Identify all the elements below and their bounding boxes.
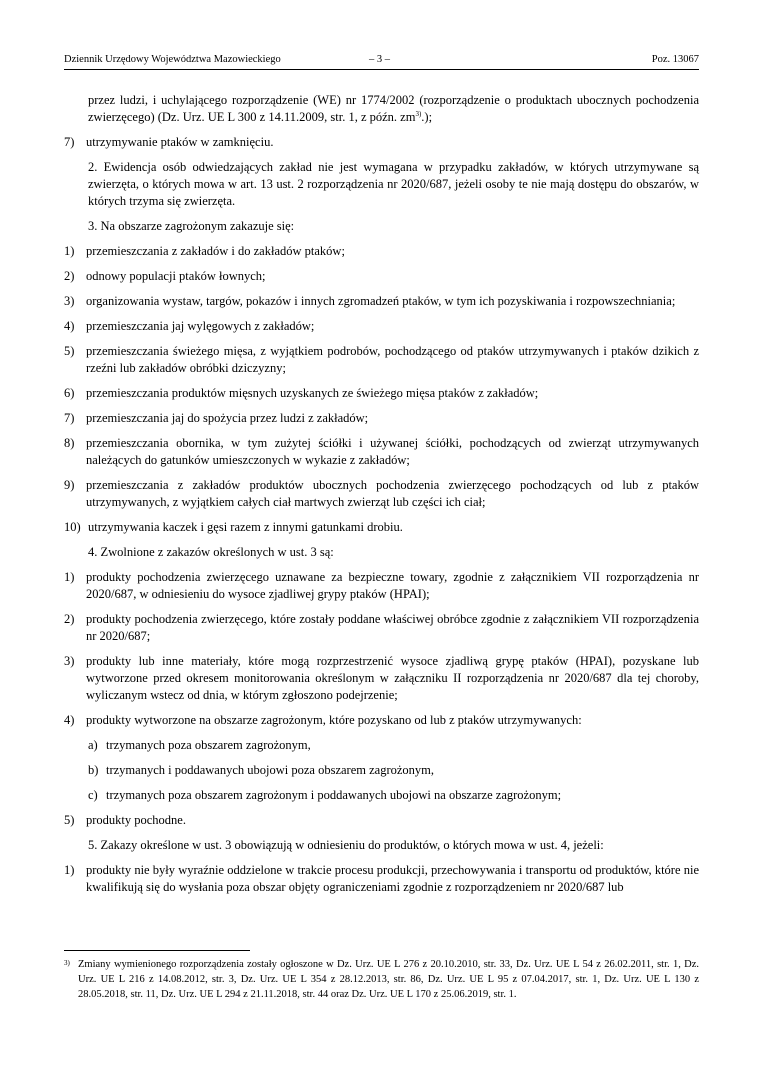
item-text: produkty wytworzone na obszarze zagrożonym, które pozyskano od lub z ptaków utrzymywanych: [86, 713, 582, 727]
document-body [64, 92, 699, 904]
item-text: organizowania wystaw, targów, pokazów i innych zgromadzeń ptaków, w tym ich pozyskiwania i rozpowszechniania; [86, 294, 676, 308]
list-item [64, 435, 699, 469]
item-number: 3) [64, 654, 75, 668]
section-4-list [64, 569, 699, 829]
item-number: 1) [64, 244, 75, 258]
item-text: produkty pochodzenia zwierzęcego uznawane za bezpieczne towary, zgodnie z załącznikiem VII rozporządzenia nr 2020/687, w odniesieniu do wysoce zjadliwej grypy ptaków (HPAI); [86, 570, 699, 601]
list-item [64, 293, 699, 310]
item-number: 5) [64, 344, 75, 358]
item-number: 8) [64, 436, 75, 450]
list-item [64, 243, 699, 260]
list-item [64, 343, 699, 377]
footnote-text: Zmiany wymienionego rozporządzenia zostały ogłoszone w Dz. Urz. UE L 276 z 20.10.2010, str. 33, Dz. Urz. UE L 54 z 26.02.2011, str. 1, Dz. Urz. UE L 216 z 14.08.2012, str. 3, Dz. Urz. UE L 354 z 28.12.2013, str. 86, Dz. Urz. UE L 95 z 07.04.2017, str. 1, Dz. Urz. UE L 130 z 28.05.2018, str. 11, Dz. Urz. UE L 294 z 21.11.2018, str. 44 oraz Dz. Urz. UE L 170 z 25.06.2019, str. 1. [78, 959, 699, 1000]
item-number: 7) [64, 135, 75, 149]
sub-item-letter: b) [88, 763, 99, 777]
item-number: 1) [64, 863, 75, 877]
footnote-reference: 3) [415, 109, 422, 118]
list-item [64, 611, 699, 645]
section-4-heading: 4. Zwolnione z zakazów określonych w ust. 3 są: [88, 545, 334, 559]
list-item [64, 569, 699, 603]
header-divider [64, 69, 699, 70]
page-header [64, 52, 699, 68]
item-text: produkty lub inne materiały, które mogą rozprzestrzenić wysoce zjadliwą grypę ptaków (HPAI), pozyskane lub wytworzone przed okresem monitorowania określonym w załączniku II rozporządzenia nr 2020/687 dla tej choroby, wyliczanym wstecz od dnia, w którym zgłoszono podejrzenie; [86, 654, 699, 702]
item-number: 7) [64, 411, 75, 425]
item-number: 3) [64, 294, 75, 308]
list-item [64, 653, 699, 704]
item-number: 2) [64, 269, 75, 283]
sub-item-letter: c) [88, 788, 98, 802]
item-number: 10) [64, 520, 81, 534]
sub-item-text: trzymanych poza obszarem zagrożonym, [106, 738, 311, 752]
item-text: produkty pochodne. [86, 813, 186, 827]
item-number: 4) [64, 319, 75, 333]
section-3-list [64, 243, 699, 536]
item-text: przemieszczania obornika, w tym zużytej ściółki i używanej ściółki, pochodzących od zwierząt utrzymywanych należących do gatunków umieszczonych w wykazie z zakładów; [86, 436, 699, 467]
list-item [64, 268, 699, 285]
sub-item-letter: a) [88, 738, 98, 752]
footnote-number: 3) [64, 959, 70, 967]
footnote [64, 957, 699, 1002]
section-3-heading: 3. Na obszarze zagrożonym zakazuje się: [88, 219, 295, 233]
item-text: przemieszczania jaj do spożycia przez ludzi z zakładów; [86, 411, 369, 425]
intro-text: przez ludzi, i uchylającego rozporządzenie (WE) nr 1774/2002 (rozporządzenie o produktach ubocznych pochodzenia zwierzęcego) (Dz. Urz. UE L 300 z 14.11.2009, str. 1, z późn. zm [88, 93, 699, 124]
item-text: przemieszczania z zakładów produktów ubocznych pochodzenia zwierzęcego pochodzących od lub z ptaków utrzymywanych, z wyjątkiem całych ciał martwych zwierząt lub części ich ciał; [86, 478, 699, 509]
list-item [64, 134, 699, 151]
item-text: odnowy populacji ptaków łownych; [86, 269, 266, 283]
item-number: 6) [64, 386, 75, 400]
list-item [64, 862, 699, 896]
intro-text-end: .); [421, 110, 433, 124]
list-item [64, 712, 699, 729]
item-text: produkty pochodzenia zwierzęcego, które zostały poddane właściwej obróbce zgodnie z załącznikiem VII rozporządzenia nr 2020/687; [86, 612, 699, 643]
list-item [64, 477, 699, 511]
list-item [64, 519, 699, 536]
list-item [64, 385, 699, 402]
item-number: 2) [64, 612, 75, 626]
list-item [64, 812, 699, 829]
section-2: 2. Ewidencja osób odwiedzających zakład nie jest wymagana w przypadku zakładów, w których utrzymywane są zwierzęta, o których mowa w art. 13 ust. 2 rozporządzenia nr 2020/687, jeżeli osoby te nie mają dostępu do obszarów, w których trzyma się zwierzęta. [88, 160, 699, 208]
sub-item [88, 762, 699, 779]
section-5-heading: 5. Zakazy określone w ust. 3 obowiązują w odniesieniu do produktów, o których mowa w ust. 4, jeżeli: [88, 838, 604, 852]
journal-title: Dziennik Urzędowy Województwa Mazowieckiego [64, 54, 281, 65]
item-text: produkty nie były wyraźnie oddzielone w trakcie procesu produkcji, przechowywania i transportu od produktów, które nie kwalifikują się do wysłania poza obszar objęty ograniczeniami zgodnie z rozporządzeniem nr 2020/687 lub [86, 863, 699, 894]
sub-item-text: trzymanych i poddawanych ubojowi poza obszarem zagrożonym, [106, 763, 435, 777]
list-item [64, 318, 699, 335]
item-number: 1) [64, 570, 75, 584]
item-text: utrzymywanie ptaków w zamknięciu. [86, 135, 274, 149]
item-text: przemieszczania produktów mięsnych uzyskanych ze świeżego mięsa ptaków z zakładów; [86, 386, 539, 400]
sub-item [88, 787, 699, 804]
item-text: przemieszczania świeżego mięsa, z wyjątkiem podrobów, pochodzącego od ptaków utrzymywanych i ptaków dzikich z rzeźni lub zakładów obróbki dziczyzny; [86, 344, 699, 375]
list-item [64, 410, 699, 427]
item-number: 5) [64, 813, 75, 827]
footnote-divider [64, 950, 250, 951]
position-number: Poz. 13067 [651, 54, 699, 65]
sub-item-text: trzymanych poza obszarem zagrożonym i poddawanych ubojowi na obszarze zagrożonym; [106, 788, 562, 802]
intro-continuation [64, 92, 699, 126]
page-number: – 3 – [369, 54, 390, 65]
item-text: utrzymywania kaczek i gęsi razem z innymi gatunkami drobiu. [88, 520, 403, 534]
item-number: 9) [64, 478, 75, 492]
item-text: przemieszczania z zakładów i do zakładów ptaków; [86, 244, 345, 258]
sub-item [88, 737, 699, 754]
item-number: 4) [64, 713, 75, 727]
item-text: przemieszczania jaj wylęgowych z zakładów; [86, 319, 315, 333]
